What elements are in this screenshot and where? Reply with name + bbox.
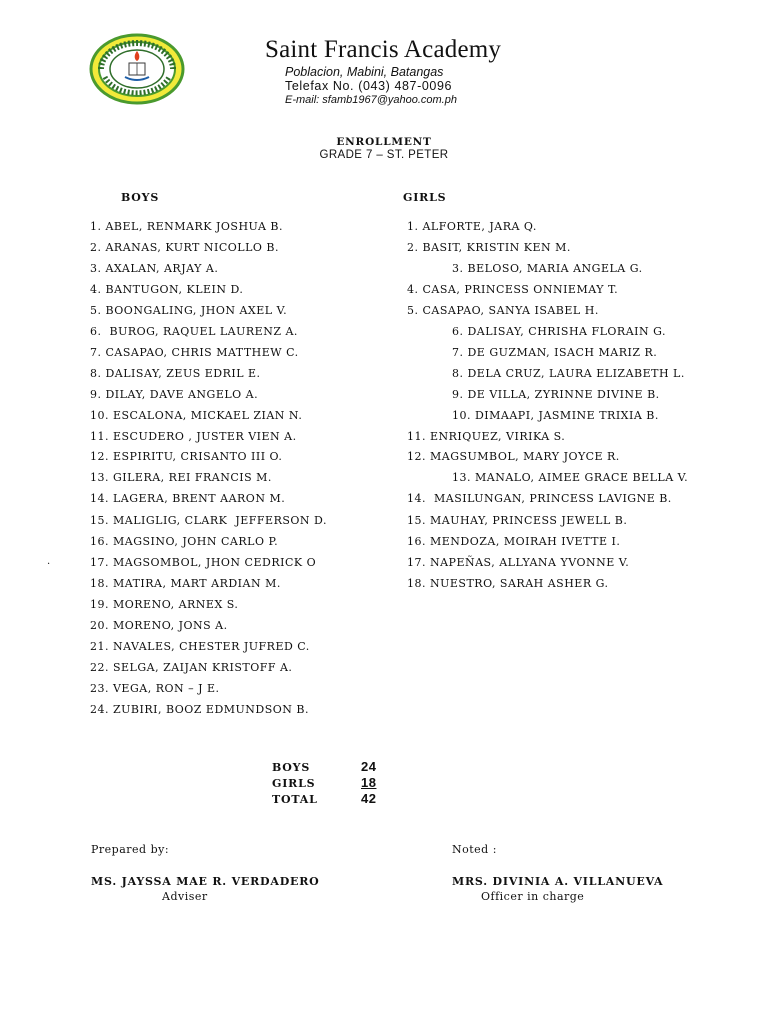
totals-boys-value: 24	[361, 759, 377, 774]
boys-list-item: 1. ABEL, RENMARK JOSHUA B.	[90, 220, 283, 233]
girls-list-item: 12. MAGSUMBOL, MARY JOYCE R.	[407, 450, 620, 463]
document-subtitle: GRADE 7 – ST. PETER	[319, 149, 449, 161]
noted-by-name: MRS. DIVINIA A. VILLANUEVA	[452, 875, 664, 888]
boys-list-item: 13. GILERA, REI FRANCIS M.	[90, 471, 272, 484]
boys-list-item: 2. ARANAS, KURT NICOLLO B.	[90, 241, 279, 254]
girls-list-item: 16. MENDOZA, MOIRAH IVETTE I.	[407, 535, 621, 548]
girls-list-item: 3. BELOSO, MARIA ANGELA G.	[452, 262, 643, 275]
boys-list-item: 6. BUROG, RAQUEL LAURENZ A.	[90, 325, 298, 338]
girls-list-item: 6. DALISAY, CHRISHA FLORAIN G.	[452, 325, 667, 338]
boys-list-item: 17. MAGSOMBOL, JHON CEDRICK O	[90, 556, 317, 569]
boys-list-item: 8. DALISAY, ZEUS EDRIL E.	[90, 367, 261, 380]
girls-list-item: 18. NUESTRO, SARAH ASHER G.	[407, 577, 609, 590]
boys-list-item: 18. MATIRA, MART ARDIAN M.	[90, 577, 281, 590]
prepared-by-label: Prepared by:	[91, 843, 170, 856]
boys-list-item: 9. DILAY, DAVE ANGELO A.	[90, 388, 259, 401]
totals-total-label: TOTAL	[272, 793, 318, 806]
boys-list-item: 15. MALIGLIG, CLARK JEFFERSON D.	[90, 514, 327, 527]
boys-list-item: 11. ESCUDERO , JUSTER VIEN A.	[90, 430, 297, 443]
girls-list-item: 8. DELA CRUZ, LAURA ELIZABETH L.	[452, 367, 685, 380]
boys-list-item: 5. BOONGALING, JHON AXEL V.	[90, 304, 288, 317]
boys-heading: BOYS	[121, 191, 160, 204]
boys-list-item: 12. ESPIRITU, CRISANTO III O.	[90, 450, 283, 463]
boys-list-item: 23. VEGA, RON – J E.	[90, 682, 220, 695]
prepared-by-role: Adviser	[162, 890, 208, 903]
boys-list-item: 19. MORENO, ARNEX S.	[90, 598, 239, 611]
girls-list-item: 17. NAPEÑAS, ALLYANA YVONNE V.	[407, 556, 630, 569]
noted-label: Noted :	[452, 843, 497, 856]
totals-total-value: 42	[361, 791, 377, 806]
boys-list-item: 24. ZUBIRI, BOOZ EDMUNDSON B.	[90, 703, 309, 716]
noted-by-role: Officer in charge	[481, 890, 585, 903]
boys-list-item: 10. ESCALONA, MICKAEL ZIAN N.	[90, 409, 303, 422]
girls-list-item: 5. CASAPAO, SANYA ISABEL H.	[407, 304, 599, 317]
boys-list-item: 7. CASAPAO, CHRIS MATTHEW C.	[90, 346, 299, 359]
totals-girls-value: 18	[361, 775, 377, 790]
girls-list-item: 9. DE VILLA, ZYRINNE DIVINE B.	[452, 388, 660, 401]
girls-list-item: 14. MASILUNGAN, PRINCESS LAVIGNE B.	[407, 492, 672, 505]
school-address: Poblacion, Mabini, Batangas	[285, 65, 444, 79]
girls-list-item: 7. DE GUZMAN, ISACH MARIZ R.	[452, 346, 658, 359]
girls-list-item: 2. BASIT, KRISTIN KEN M.	[407, 241, 571, 254]
document-title: ENROLLMENT	[336, 136, 432, 148]
boys-list-item: 16. MAGSINO, JOHN CARLO P.	[90, 535, 279, 548]
school-name: Saint Francis Academy	[265, 36, 502, 63]
boys-list-item: 14. LAGERA, BRENT AARON M.	[90, 492, 286, 505]
girls-list-item: 11. ENRIQUEZ, VIRIKA S.	[407, 430, 566, 443]
boys-list-item: 20. MORENO, JONS A.	[90, 619, 228, 632]
boys-list-item: 21. NAVALES, CHESTER JUFRED C.	[90, 640, 310, 653]
boys-list-item: 3. AXALAN, ARJAY A.	[90, 262, 219, 275]
girls-list-item: 1. ALFORTE, JARA Q.	[407, 220, 537, 233]
school-email: E-mail: sfamb1967@yahoo.com.ph	[285, 94, 457, 106]
girls-list-item: 13. MANALO, AIMEE GRACE BELLA V.	[452, 471, 689, 484]
girls-heading: GIRLS	[403, 191, 447, 204]
totals-girls-label: GIRLS	[272, 777, 316, 790]
stray-mark: .	[47, 556, 51, 567]
girls-list-item: 4. CASA, PRINCESS ONNIEMAY T.	[407, 283, 619, 296]
boys-list-item: 4. BANTUGON, KLEIN D.	[90, 283, 244, 296]
girls-list-item: 15. MAUHAY, PRINCESS JEWELL B.	[407, 514, 628, 527]
totals-boys-label: BOYS	[272, 761, 311, 774]
girls-list-item: 10. DIMAAPI, JASMINE TRIXIA B.	[452, 409, 659, 422]
school-logo	[89, 33, 185, 105]
prepared-by-name: MS. JAYSSA MAE R. VERDADERO	[91, 875, 320, 888]
boys-list-item: 22. SELGA, ZAIJAN KRISTOFF A.	[90, 661, 293, 674]
school-telefax: Telefax No. (043) 487-0096	[285, 79, 453, 93]
